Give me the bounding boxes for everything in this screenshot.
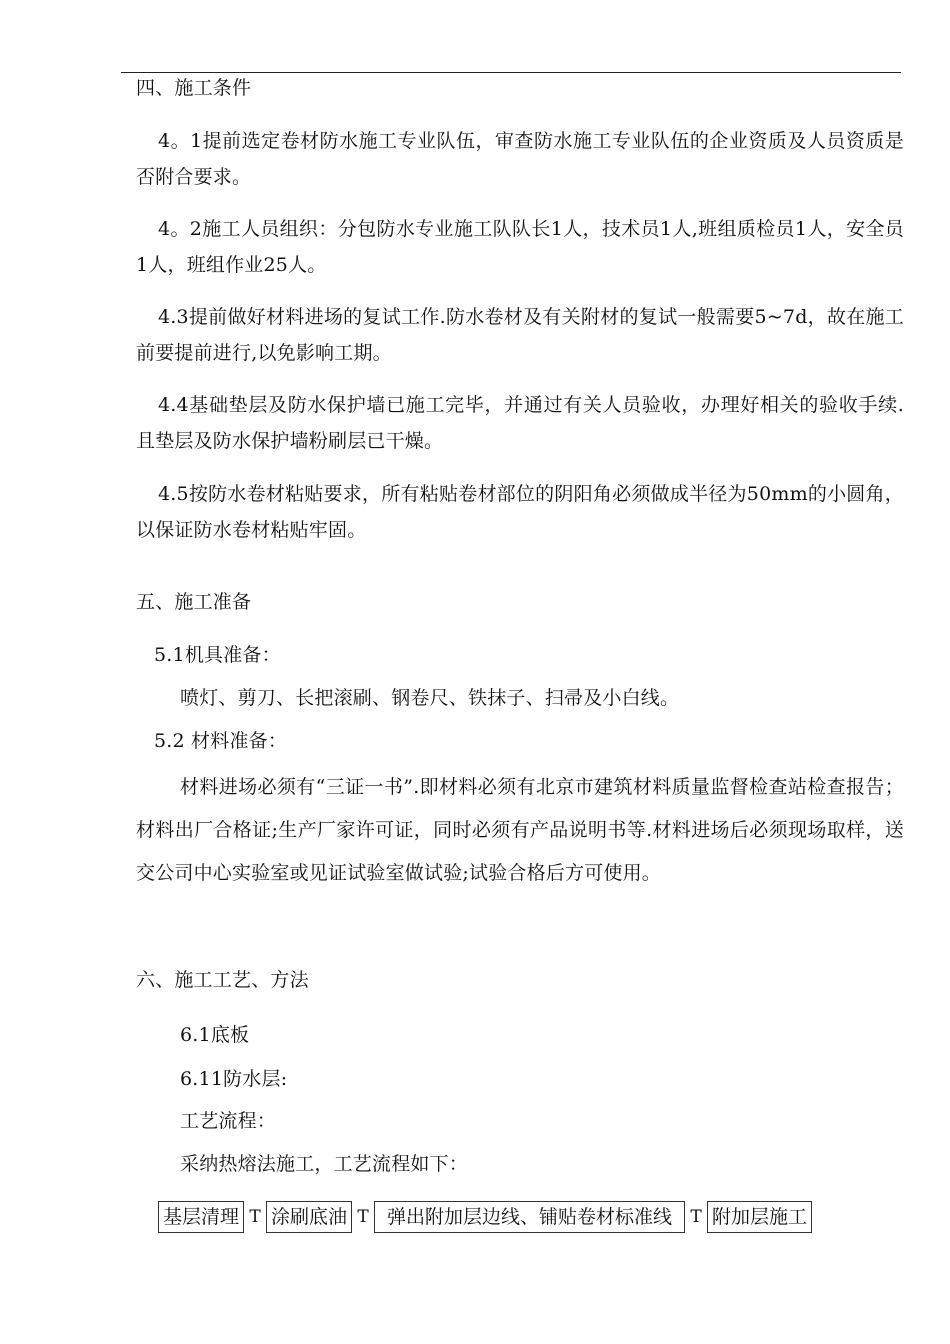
section-6-title: 六、施工工艺、方法 <box>136 969 309 991</box>
flow-arrow-1: T <box>249 1207 261 1227</box>
flow-step-2: 涂刷底油 <box>266 1201 352 1233</box>
paragraph-4-5: 4.5按防水卷材粘贴要求，所有粘贴卷材部位的阴阳角必须做成半径为50mm的小圆角，以保证防水卷材粘贴牢固。 <box>136 483 904 541</box>
section-4-title: 四、施工条件 <box>136 77 252 99</box>
subsection-5-1-body: 喷灯、剪刀、长把滚刷、钢卷尺、铁抹子、扫帚及小白线。 <box>180 687 680 709</box>
paragraph-4-1: 4。1提前选定卷材防水施工专业队伍，审查防水施工专业队伍的企业资质及人员资质是否附合要求。 <box>136 130 904 188</box>
section-5-title: 五、施工准备 <box>136 591 252 613</box>
subsection-6-1: 6.1底板 <box>180 1024 250 1046</box>
subsection-5-2-body: 材料进场必须有“三证一书”.即材料必须有北京市建筑材料质量监督检查站检查报告；材料出厂合格证;生产厂家许可证，同时必须有产品说明书等.材料进场后必须现场取样，送交公司中心实验室或见证试验室做试验;试验合格后方可使用。 <box>136 776 904 884</box>
process-flow-label: 工艺流程： <box>180 1110 277 1132</box>
paragraph-4-4: 4.4基础垫层及防水保护墙已施工完毕，并通过有关人员验收，办理好相关的验收手续.且垫层及防水保护墙粉刷层已干燥。 <box>136 394 904 452</box>
flow-step-1: 基层清理 <box>158 1201 244 1233</box>
paragraph-4-3: 4.3提前做好材料进场的复试工作.防水卷材及有关附材的复试一般需要5~7d，故在施工前要提前进行,以免影响工期。 <box>136 306 904 364</box>
subsection-5-2-title: 5.2 材料准备： <box>154 730 288 752</box>
flow-arrow-2: T <box>357 1207 369 1227</box>
paragraph-4-2: 4。2施工人员组织：分包防水专业施工队队长1人，技术员1人,班组质检员1人，安全员1人，班组作业25人。 <box>136 218 904 276</box>
process-flow-intro: 采纳热熔法施工，工艺流程如下： <box>180 1153 469 1175</box>
flow-step-3: 弹出附加层边线、铺贴卷材标准线 <box>374 1201 685 1233</box>
process-flow <box>158 1200 812 1234</box>
subsection-6-11: 6.11防水层: <box>180 1068 288 1090</box>
flow-arrow-3: T <box>690 1207 702 1227</box>
flow-step-4: 附加层施工 <box>707 1201 812 1233</box>
subsection-5-1-title: 5.1机具准备： <box>154 644 281 666</box>
